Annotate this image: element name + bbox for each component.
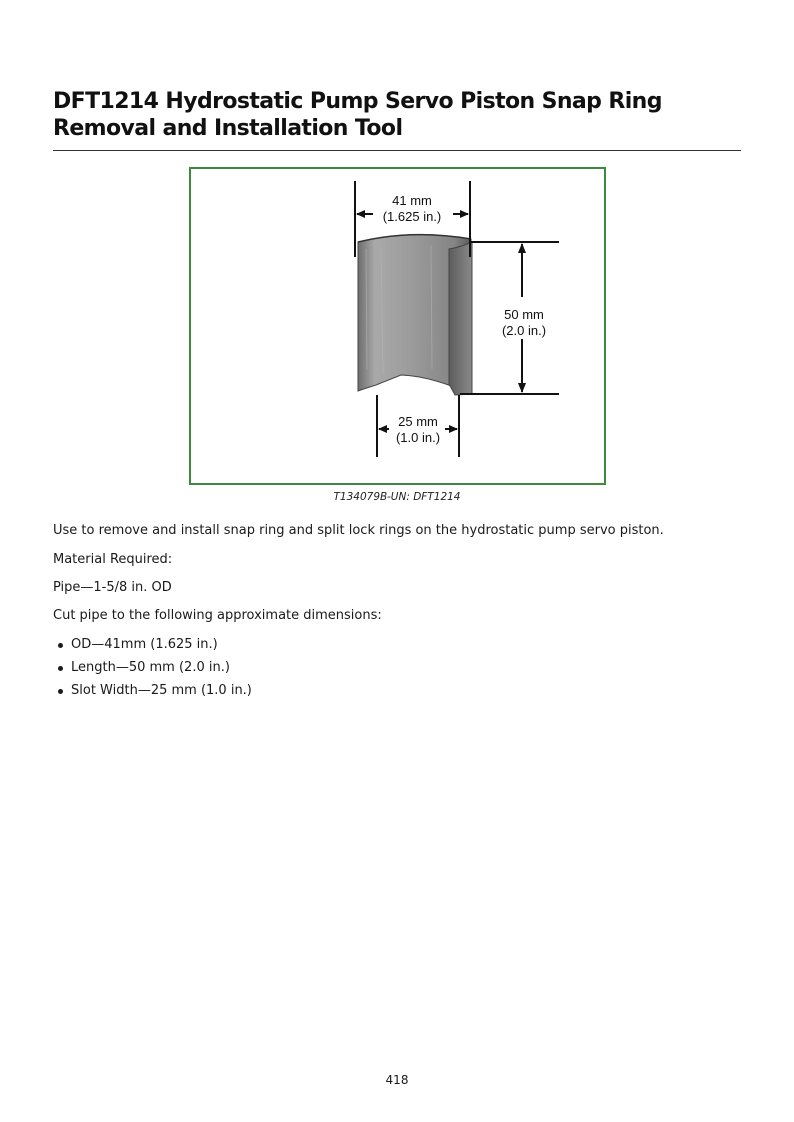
list-item-text: OD—41mm (1.625 in.) [71, 637, 218, 652]
list-item-text: Length—50 mm (2.0 in.) [71, 660, 230, 675]
pipe-spec-text: Pipe—1-5/8 in. OD [53, 580, 172, 595]
list-item [58, 683, 252, 706]
dimension-list [58, 637, 252, 706]
page-title [53, 88, 743, 142]
bullet-icon [58, 689, 63, 694]
pipe-body [358, 235, 472, 395]
slot-mm-label: 25 mm [398, 414, 438, 429]
slot-in-label: (1.0 in.) [395, 430, 441, 445]
tool-figure [189, 167, 606, 485]
title-divider [53, 150, 741, 151]
list-item [58, 660, 252, 683]
bullet-icon [58, 643, 63, 648]
list-item [58, 637, 252, 660]
list-item-text: Slot Width—25 mm (1.0 in.) [71, 683, 252, 698]
page-title-line-1: DFT1214 Hydrostatic Pump Servo Piston Snap Ring [53, 89, 662, 114]
material-required-label: Material Required: [53, 552, 173, 567]
figure-caption: T134079B-UN: DFT1214 [333, 491, 461, 503]
bullet-icon [58, 666, 63, 671]
od-in-label: (1.625 in.) [382, 209, 442, 224]
length-in-label: (2.0 in.) [501, 323, 547, 338]
usage-text: Use to remove and install snap ring and split lock rings on the hydrostatic pump servo piston. [53, 523, 664, 538]
cut-instruction-text: Cut pipe to the following approximate dimensions: [53, 608, 382, 623]
tool-illustration [191, 169, 604, 483]
page-number: 418 [385, 1073, 409, 1087]
length-dimension [460, 242, 559, 394]
od-mm-label: 41 mm [392, 193, 432, 208]
page-title-line-2: Removal and Installation Tool [53, 116, 403, 141]
slot-dimension [377, 395, 459, 457]
length-mm-label: 50 mm [504, 307, 544, 322]
